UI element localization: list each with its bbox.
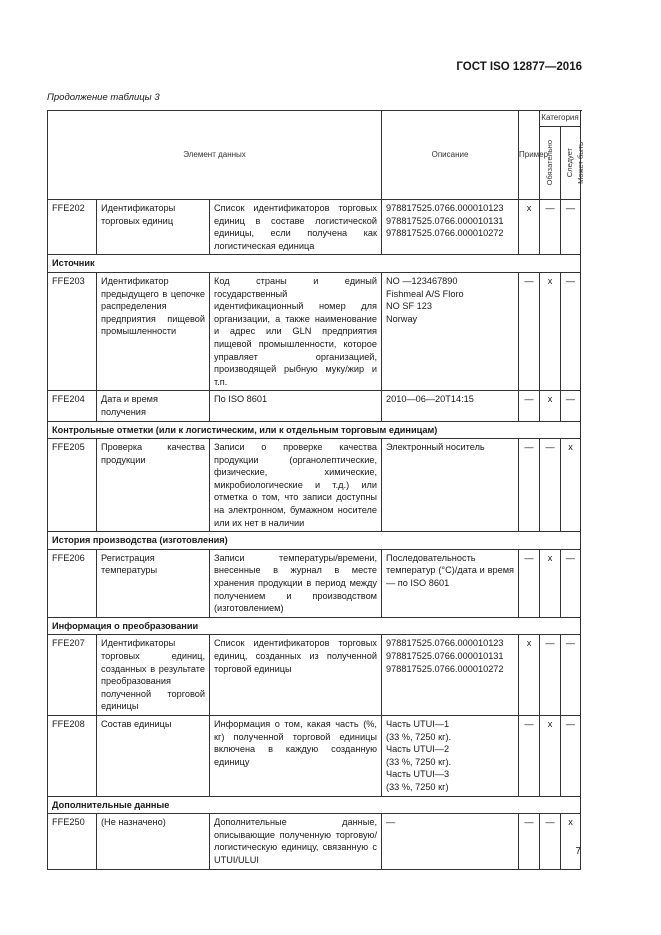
table-row [48,549,581,617]
row-description: Список идентификаторов торговых единиц в составе логистической единицы, если получена как логистическая единица [210,200,382,255]
row-should: x [540,715,561,796]
section-row [48,796,581,814]
row-example: 978817525.0766.000010123 978817525.0766.000010131 978817525.0766.000010272 [382,635,519,716]
section-row [48,617,581,635]
table-row [48,272,581,390]
row-example: Последовательность температур (°C)/дата и время — по ISO 8601 [382,549,519,617]
header-mandatory: Обязательно [540,127,561,200]
row-mandatory: — [519,272,540,390]
row-example: NO —123467890 Fishmeal A/S Floro NO SF 123 Norway [382,272,519,390]
row-description: Список идентификаторов торговых единиц, созданных из полученной торговой единицы [210,635,382,716]
row-may: — [561,715,581,796]
header-should: Следует [561,127,581,200]
section-row [48,255,581,273]
row-mandatory: — [519,814,540,869]
row-mandatory: — [519,549,540,617]
row-example: 2010—06—20T14:15 [382,391,519,421]
row-code: FFE208 [48,715,97,796]
section-title: Источник [48,255,581,273]
header-example: Пример [519,111,540,200]
table-caption: Продолжение таблицы 3 [47,92,160,103]
row-may: — [561,549,581,617]
row-example: — [382,814,519,869]
table-row [48,715,581,796]
row-may: x [561,814,581,869]
section-row [48,532,581,550]
section-row [48,421,581,439]
table-row [48,439,581,532]
row-should: x [540,272,561,390]
data-elements-table: Элемент данных Описание Пример Категория Обязательно Следует Может быть FFE202 Идентификаторы торговых единиц Список идентификаторов торговых единиц в составе логистической единицы, если получена как логистическая единица 978817525.0766.000010123 978817525.0766.000010131 978817525.0766.000010272 x — — Источник FFE203 Идентификатор предыдущего в цепочке распределения предприятия пищевой промышленности Код страны и единый государственный идентификационный номер для организации, а также наименование и адрес или GLN предприятия пищевой промышленности, которое управляет организацией, производящей рыбную муку/жир и т.п. NO —123467890 Fishmeal A/S Floro NO SF 123 Norway — x — FFE204 Дата и время получения По ISO 8601 2010—06—20T14:15 — x — Контрольные отметки (или к логистическим, или к отдельным торговым единицам) FFE205 Проверка качества продукции Записи о проверке качества продукции (органолептические, физические, химические, микробиологические и т.д.) или отметка о том, что записи доступны на электронном, бумажном носителе или их нет в наличии Электронный носитель — — x История производства (изготовления) FFE206 Регистрация температуры Записи температуры/времени, внесенные в журнал в месте хранения продукции в период между получением и производством (изготовлением) Последовательность температур (°C)/дата и время — по ISO 8601 — x — Информация о преобразовании FFE207 Идентификаторы торговых единиц, созданных в результате преобразования полученной торговой единицы Список идентификаторов торговых единиц, созданных из полученной торговой единицы 978817525.0766.000010123 978817525.0766.000010131 978817525.0766.000010272 x — — FFE208 Состав единицы Информация о том, какая часть (%, кг) полученной торговой единицы включена в каждую созданную единицу Часть UTUI—1 (33 %, 7250 кг). Часть UTUI—2 (33 %, 7250 кг). Часть UTUI—3 (33 %, 7250 кг) — x — Дополнительные данные FFE250 (Не назначено) Дополнительные данные, описывающие полученную торговую/ логистическую единицу, связанную с UTUI/ULUI — — — x [47,110,581,870]
row-should: x [540,549,561,617]
row-should: x [540,391,561,421]
section-title: Дополнительные данные [48,796,581,814]
header-element: Элемент данных [48,111,382,200]
row-may: — [561,272,581,390]
row-should: — [540,439,561,532]
section-title: История производства (изготовления) [48,532,581,550]
row-name: Регистрация температуры [97,549,210,617]
row-may: — [561,391,581,421]
table-row [48,391,581,421]
row-may: — [561,200,581,255]
row-description: Код страны и единый государственный идентификационный номер для организации, а также наименование и адрес или GLN предприятия пищевой промышленности, которое управляет организацией, производящей рыбную муку/жир и т.п. [210,272,382,390]
row-may: — [561,635,581,716]
row-name: (Не назначено) [97,814,210,869]
row-name: Проверка качества продукции [97,439,210,532]
row-code: FFE205 [48,439,97,532]
row-example: 978817525.0766.000010123 978817525.0766.000010131 978817525.0766.000010272 [382,200,519,255]
row-example: Часть UTUI—1 (33 %, 7250 кг). Часть UTUI—2 (33 %, 7250 кг). Часть UTUI—3 (33 %, 7250 кг) [382,715,519,796]
row-code: FFE204 [48,391,97,421]
row-name: Идентификатор предыдущего в цепочке распределения предприятия пищевой промышленности [97,272,210,390]
document-standard-header: ГОСТ ISO 12877—2016 [456,61,582,73]
table-row [48,200,581,255]
row-code: FFE250 [48,814,97,869]
row-name: Состав единицы [97,715,210,796]
row-should: — [540,814,561,869]
row-description: Дополнительные данные, описывающие полученную торговую/ логистическую единицу, связанную с UTUI/ULUI [210,814,382,869]
row-description: По ISO 8601 [210,391,382,421]
header-description: Описание [382,111,519,200]
section-title: Контрольные отметки (или к логистическим, или к отдельным торговым единицам) [48,421,581,439]
row-should: — [540,200,561,255]
page-number: 7 [575,846,581,857]
section-title: Информация о преобразовании [48,617,581,635]
row-code: FFE207 [48,635,97,716]
table-row [48,635,581,716]
row-name: Идентификаторы торговых единиц [97,200,210,255]
row-mandatory: x [519,635,540,716]
row-code: FFE203 [48,272,97,390]
row-mandatory: x [519,200,540,255]
row-description: Записи о проверке качества продукции (органолептические, физические, химические, микробиологические и т.д.) или отметка о том, что записи доступны на электронном, бумажном носителе или их нет в наличии [210,439,382,532]
row-code: FFE206 [48,549,97,617]
row-mandatory: — [519,391,540,421]
header-category: Категория [540,111,581,127]
row-should: — [540,635,561,716]
row-code: FFE202 [48,200,97,255]
row-name: Идентификаторы торговых единиц, созданных в результате преобразования полученной торговой единицы [97,635,210,716]
row-mandatory: — [519,439,540,532]
row-example: Электронный носитель [382,439,519,532]
row-name: Дата и время получения [97,391,210,421]
row-may: x [561,439,581,532]
table-row [48,814,581,869]
row-description: Записи температуры/времени, внесенные в журнал в месте хранения продукции в период между получением и производством (изготовлением) [210,549,382,617]
row-description: Информация о том, какая часть (%, кг) полученной торговой единицы включена в каждую созданную единицу [210,715,382,796]
row-mandatory: — [519,715,540,796]
